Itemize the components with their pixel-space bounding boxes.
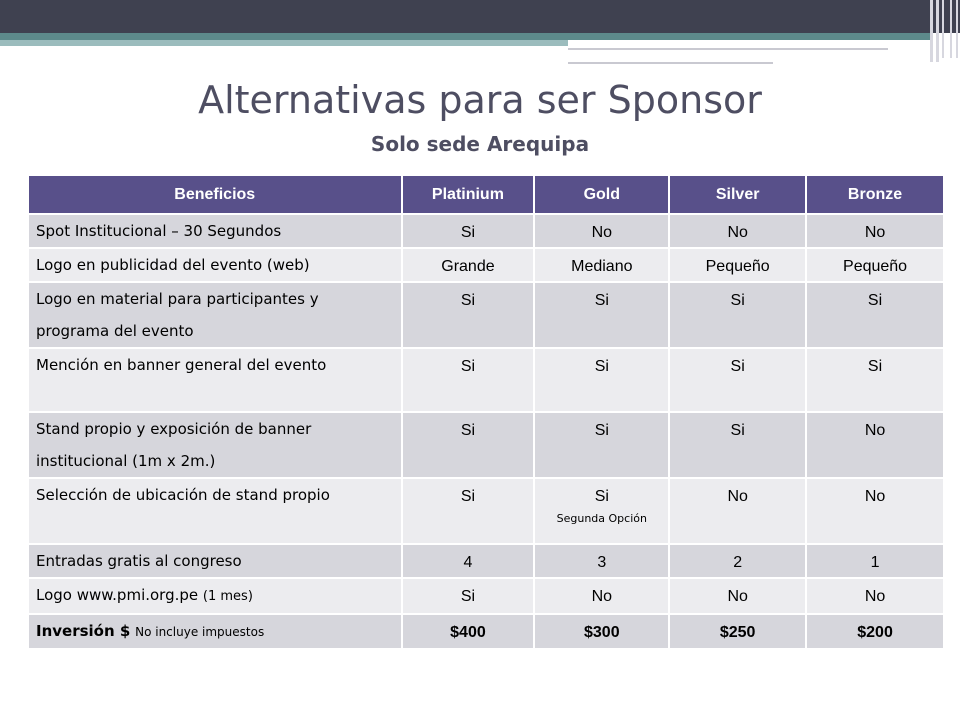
row-label: Mención en banner general del evento: [29, 348, 402, 412]
sponsor-table: [29, 176, 945, 650]
header-gold: Gold: [534, 176, 669, 214]
cell: Si: [402, 348, 535, 412]
row-label: [29, 614, 402, 649]
cell: No: [669, 214, 806, 248]
cell: Si: [534, 282, 669, 348]
header-platinium: Platinium: [402, 176, 535, 214]
deco-bar-2: [936, 0, 939, 62]
cell: Si: [806, 348, 944, 412]
cell: 4: [402, 544, 535, 578]
cell: Pequeño: [669, 248, 806, 282]
cell: Mediano: [534, 248, 669, 282]
row-label: [29, 578, 402, 614]
cell: Si: [669, 412, 806, 478]
light-teal-stripe: [0, 40, 568, 46]
cell: $400: [402, 614, 535, 649]
cell: Si: [402, 578, 535, 614]
cell: No: [806, 214, 944, 248]
header-silver: Silver: [669, 176, 806, 214]
row-label: Logo en publicidad del evento (web): [29, 248, 402, 282]
cell: No: [669, 478, 806, 544]
row-label: Stand propio y exposición de banner institucional (1m x 2m.): [29, 412, 402, 478]
row-label: Spot Institucional – 30 Segundos: [29, 214, 402, 248]
cell: Si: [402, 282, 535, 348]
table-row: [29, 614, 944, 649]
header-bronze: Bronze: [806, 176, 944, 214]
teal-stripe: [0, 33, 930, 40]
cell: No: [669, 578, 806, 614]
cell: [534, 478, 669, 544]
deco-bar-5: [956, 0, 958, 58]
cell: Si: [402, 478, 535, 544]
row-label-note: (1 mes): [202, 589, 253, 604]
cell: No: [534, 578, 669, 614]
slide-title: Alternativas para ser Sponsor: [198, 78, 762, 122]
deco-bar-3: [942, 0, 944, 58]
row-label: Logo en material para participantes y programa del evento: [29, 282, 402, 348]
cell: Si: [669, 348, 806, 412]
cell: No: [806, 412, 944, 478]
cell: No: [806, 478, 944, 544]
row-label-note: No incluye impuestos: [135, 625, 265, 639]
deco-bar-4: [950, 0, 952, 58]
cell: Si: [806, 282, 944, 348]
table-row: [29, 248, 944, 282]
cell: $200: [806, 614, 944, 649]
cell: $250: [669, 614, 806, 649]
table-row: [29, 544, 944, 578]
cell-value: Si: [594, 488, 609, 505]
deco-line-1: [568, 48, 888, 50]
cell: Si: [534, 412, 669, 478]
table-row: [29, 282, 944, 348]
header-beneficios: Beneficios: [29, 176, 402, 214]
cell: 3: [534, 544, 669, 578]
row-label: Entradas gratis al congreso: [29, 544, 402, 578]
table-header-row: [29, 176, 944, 214]
cell: Si: [669, 282, 806, 348]
cell: Si: [402, 214, 535, 248]
table-row: [29, 412, 944, 478]
table-row: [29, 478, 944, 544]
cell: $300: [534, 614, 669, 649]
top-bar: [0, 0, 960, 33]
cell-note: Segunda Opción: [556, 512, 647, 525]
deco-bar-1: [930, 0, 933, 62]
cell: 2: [669, 544, 806, 578]
cell: 1: [806, 544, 944, 578]
row-label-text: Logo www.pmi.org.pe: [36, 586, 199, 604]
row-label-text: Inversión $: [36, 622, 131, 640]
cell: Si: [534, 348, 669, 412]
cell: Si: [402, 412, 535, 478]
cell: Pequeño: [806, 248, 944, 282]
deco-line-2: [568, 62, 773, 64]
cell: No: [534, 214, 669, 248]
row-label: Selección de ubicación de stand propio: [29, 478, 402, 544]
slide-subtitle: Solo sede Arequipa: [370, 132, 590, 156]
cell: No: [806, 578, 944, 614]
table-row: [29, 348, 944, 412]
cell: Grande: [402, 248, 535, 282]
table-row: [29, 578, 944, 614]
table-row: [29, 214, 944, 248]
